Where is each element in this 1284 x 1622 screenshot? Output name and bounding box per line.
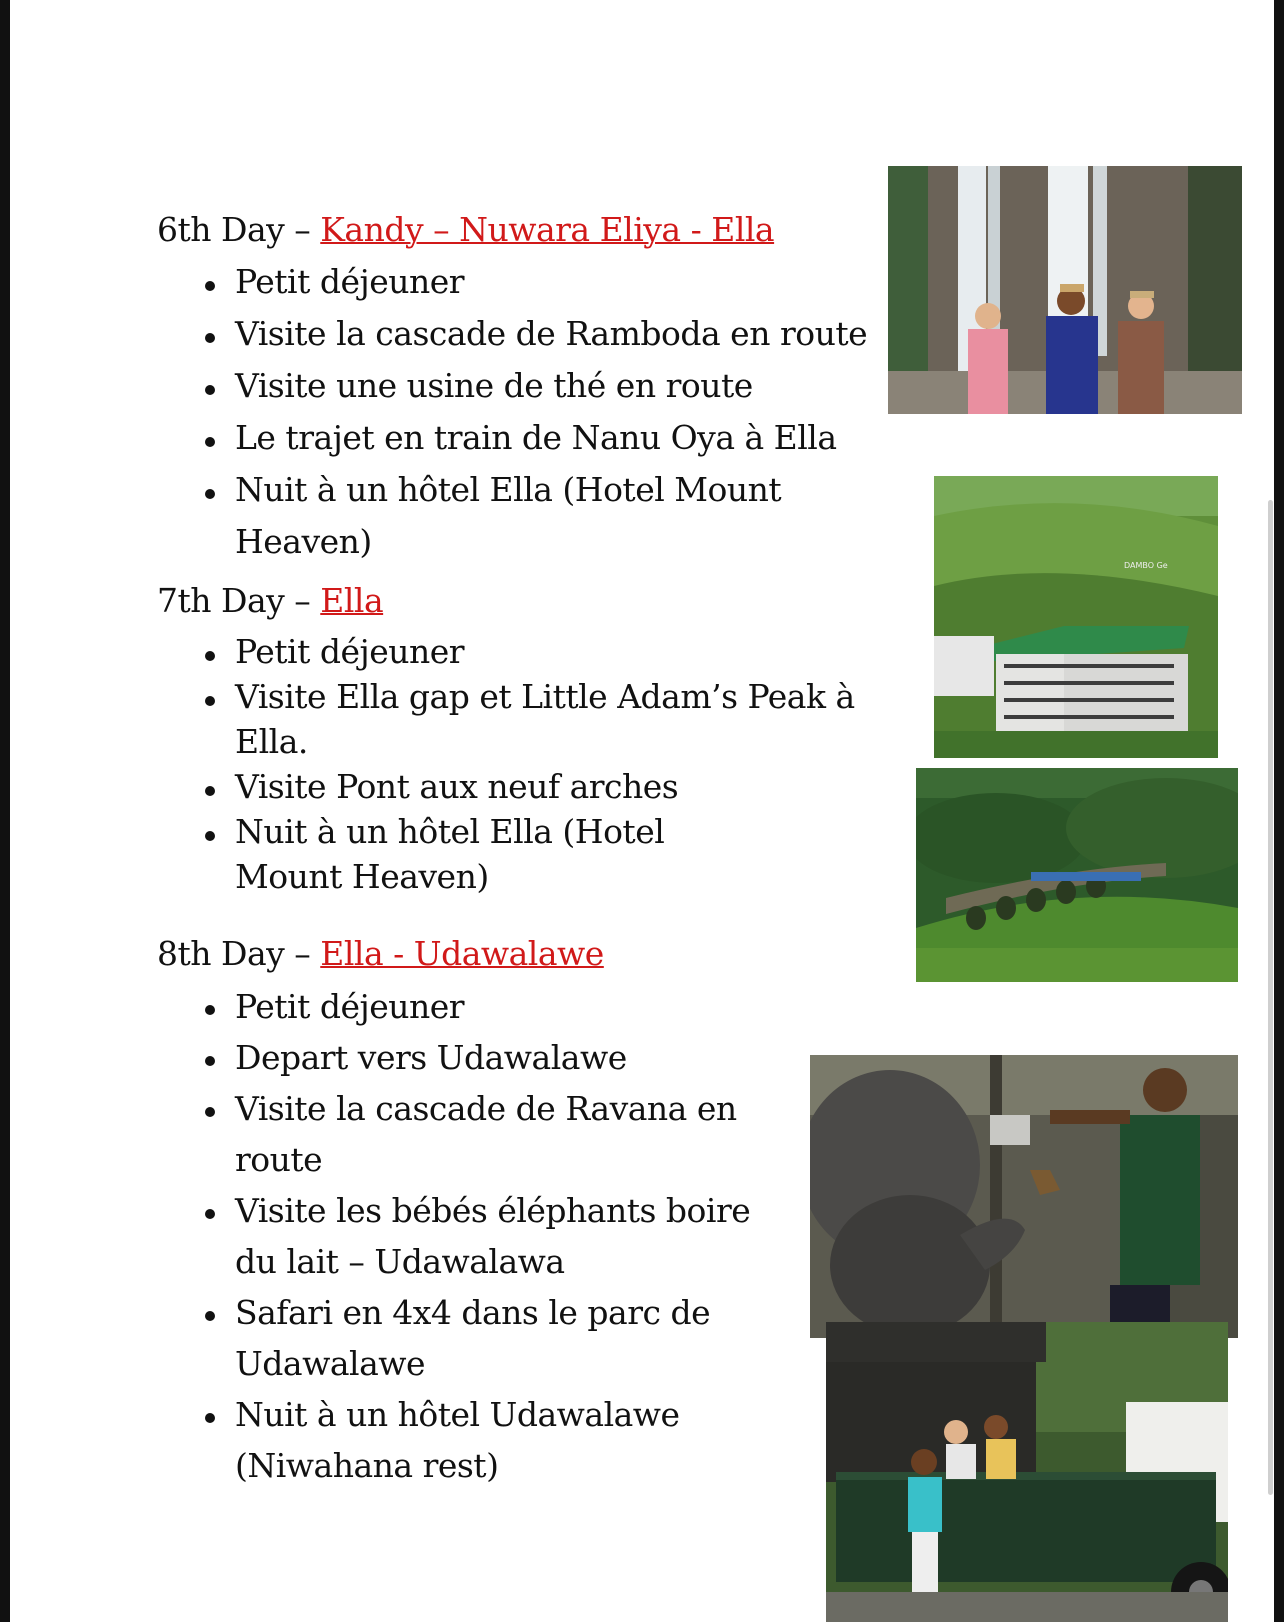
list-item: Petit déjeuner	[185, 981, 785, 1032]
list-item: Petit déjeuner	[185, 629, 885, 674]
day7-list	[185, 629, 885, 899]
hotel-sign-text: DAMBO Ge	[1124, 561, 1168, 570]
list-item: Visite une usine de thé en route	[185, 360, 905, 412]
list-item: Visite les bébés éléphants boire du lait – Udawalawa	[185, 1185, 785, 1287]
list-item: Depart vers Udawalawe	[185, 1032, 785, 1083]
day6-list	[185, 256, 905, 568]
day6-prefix: 6th Day –	[157, 210, 321, 249]
list-item: Visite Ella gap et Little Adam’s Peak à Ella.	[185, 674, 885, 764]
list-item: Visite la cascade de Ravana en route	[185, 1083, 785, 1185]
day8-route: Ella - Udawalawe	[320, 934, 604, 973]
day8-prefix: 8th Day –	[157, 934, 321, 973]
bridge-photo	[916, 768, 1238, 982]
waterfall-photo	[888, 166, 1242, 414]
list-item: Nuit à un hôtel Ella (Hotel Mount Heaven)	[185, 809, 755, 899]
day6-heading	[157, 210, 774, 250]
day8-list	[185, 981, 785, 1491]
safari-jeep-photo	[826, 1322, 1228, 1622]
elephant-photo	[810, 1055, 1238, 1338]
day7-prefix: 7th Day –	[157, 581, 321, 620]
list-item: Visite Pont aux neuf arches	[185, 764, 885, 809]
day8-heading	[157, 934, 604, 974]
hotel-photo	[934, 476, 1218, 758]
list-item: Nuit à un hôtel Ella (Hotel Mount Heaven)	[185, 464, 905, 568]
list-item: Safari en 4x4 dans le parc de Udawalawe	[185, 1287, 785, 1389]
list-item: Petit déjeuner	[185, 256, 905, 308]
day7-heading	[157, 581, 383, 621]
list-item: Visite la cascade de Ramboda en route	[185, 308, 905, 360]
day6-route: Kandy – Nuwara Eliya - Ella	[320, 210, 775, 249]
scrollbar[interactable]	[1268, 500, 1273, 1495]
list-item: Nuit à un hôtel Udawalawe (Niwahana rest)	[185, 1389, 785, 1491]
list-item: Le trajet en train de Nanu Oya à Ella	[185, 412, 905, 464]
itinerary-page	[10, 0, 1274, 1622]
day7-route: Ella	[320, 581, 384, 620]
